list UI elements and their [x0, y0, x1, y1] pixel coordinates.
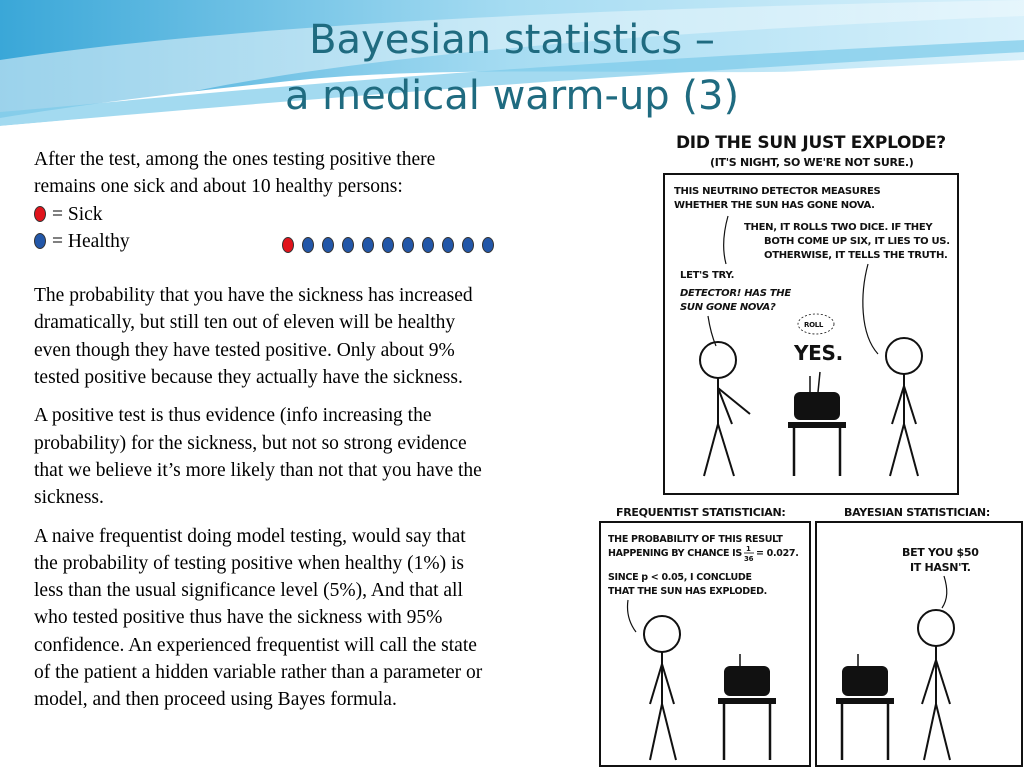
panel1-roll: ROLL: [804, 321, 824, 329]
legend-sick-label: = Sick: [52, 203, 103, 225]
healthy-person-dot: [382, 237, 394, 253]
healthy-person-dot: [362, 237, 374, 253]
panel1-line4: BOTH COME UP SIX, IT LIES TO US.: [764, 236, 950, 247]
panel1-line2: WHETHER THE SUN HAS GONE NOVA.: [674, 200, 875, 211]
slide-title-line2: a medical warm-up (3): [284, 73, 740, 119]
paragraph-2: [34, 402, 604, 511]
panel2-line1: THE PROBABILITY OF THIS RESULT: [608, 534, 783, 545]
para2-line: A positive test is thus evidence (info increasing the: [34, 405, 432, 427]
healthy-person-dot: [402, 237, 414, 253]
population-dots: [282, 232, 502, 259]
panel2-line3: SINCE p < 0.05, I CONCLUDE: [608, 572, 752, 583]
para3-line: A naive frequentist doing model testing, would say that: [34, 525, 466, 547]
panel1-line7: DETECTOR! HAS THE: [680, 288, 791, 299]
panel3-caption: BAYESIAN STATISTICIAN:: [844, 506, 990, 519]
body-text: [34, 146, 604, 714]
panel1-line1: THIS NEUTRINO DETECTOR MEASURES: [674, 186, 881, 197]
panel2-fraction-den: 36: [744, 555, 754, 563]
para3-line: who tested positive thus have the sickness with 95%: [34, 607, 443, 629]
panel1-yes: YES.: [794, 341, 843, 365]
paragraph-1: [34, 282, 604, 391]
healthy-person-dot: [442, 237, 454, 253]
xkcd-comic: [598, 124, 1024, 768]
legend-healthy-label: = Healthy: [52, 230, 130, 252]
healthy-person-dot: [342, 237, 354, 253]
panel2-result: = 0.027.: [756, 548, 799, 559]
para3-line: the probability of testing positive when healthy (1%) is: [34, 552, 464, 574]
para1-line: even though they have tested positive. Only about 9%: [34, 339, 455, 361]
legend-healthy-row: [34, 228, 604, 255]
para1-line: The probability that you have the sickness has increased: [34, 285, 473, 307]
panel1-line6: LET'S TRY.: [680, 270, 735, 281]
slide-title-line1: Bayesian statistics –: [309, 17, 715, 63]
paragraph-3: [34, 523, 604, 714]
panel2-fraction-num: 1: [746, 545, 751, 553]
para3-line: of the patient a hidden variable rather than a parameter or: [34, 662, 483, 684]
para2-line: probability) for the sickness, but not so strong evidence: [34, 432, 467, 454]
healthy-person-dot: [322, 237, 334, 253]
sick-dot-icon: [34, 206, 46, 222]
legend-sick-row: [34, 201, 604, 228]
para2-line: sickness.: [34, 487, 104, 509]
panel2-line4: THAT THE SUN HAS EXPLODED.: [608, 586, 767, 597]
panel2-line2: HAPPENING BY CHANCE IS: [608, 548, 742, 559]
panel2-caption: FREQUENTIST STATISTICIAN:: [616, 506, 786, 519]
para2-line: that we believe it’s more likely than not that you have the: [34, 459, 482, 481]
healthy-person-dot: [462, 237, 474, 253]
healthy-person-dot: [422, 237, 434, 253]
panel1-line8: SUN GONE NOVA?: [680, 302, 776, 313]
panel1-line3: THEN, IT ROLLS TWO DICE. IF THEY: [744, 222, 933, 233]
panel3-line1: BET YOU $50: [902, 546, 979, 559]
intro-line2: remains one sick and about 10 healthy persons:: [34, 176, 403, 198]
sick-person-dot: [282, 237, 294, 253]
comic-subtitle: (IT'S NIGHT, SO WE'RE NOT SURE.): [710, 156, 914, 169]
para3-line: confidence. An experienced frequentist will call the state: [34, 634, 477, 656]
slide-title: [0, 12, 1024, 124]
para3-line: model, and then proceed using Bayes formula.: [34, 689, 397, 711]
panel3-line2: IT HASN'T.: [910, 561, 971, 574]
para1-line: dramatically, but still ten out of eleven will be healthy: [34, 312, 456, 334]
healthy-dot-icon: [34, 233, 46, 249]
comic-title: DID THE SUN JUST EXPLODE?: [676, 133, 946, 153]
healthy-person-dot: [302, 237, 314, 253]
para1-line: tested positive because they actually have the sickness.: [34, 367, 463, 389]
intro-line1: After the test, among the ones testing positive there: [34, 149, 436, 170]
panel1-line5: OTHERWISE, IT TELLS THE TRUTH.: [764, 250, 948, 261]
para3-line: less than the usual significance level (5%), And that all: [34, 580, 463, 602]
healthy-person-dot: [482, 237, 494, 253]
